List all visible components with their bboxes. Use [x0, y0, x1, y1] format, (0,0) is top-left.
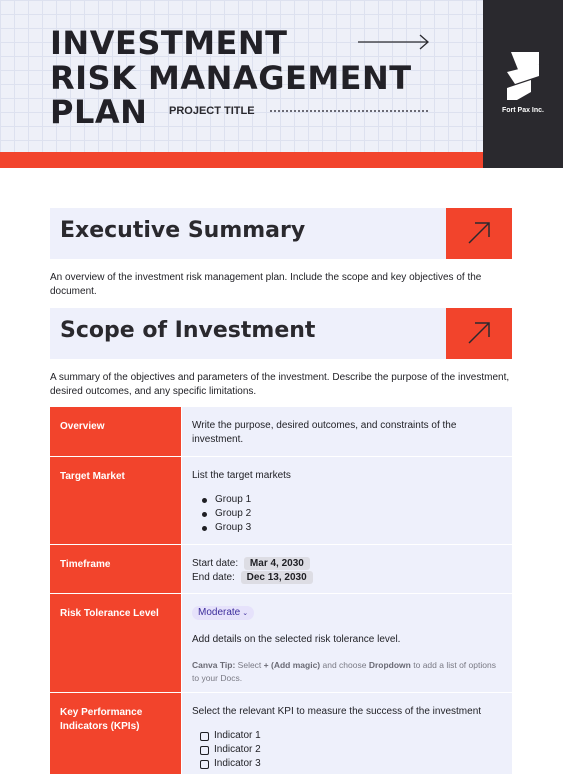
section-link-button[interactable] [446, 208, 512, 259]
start-date-label: Start date: [192, 558, 239, 569]
checklist-item[interactable]: Indicator 2 [200, 743, 502, 757]
row-label: Risk Tolerance Level [50, 594, 182, 692]
row-label: Timeframe [50, 545, 182, 593]
section-description: A summary of the objectives and parameters of the investment. Describe the purpose of the investment, desired outcomes, and any specific limitations. [50, 372, 510, 397]
start-date-chip[interactable]: Mar 4, 2030 [244, 557, 310, 570]
dropdown-value: Moderate [198, 607, 241, 618]
canva-tip: Canva Tip: Select + (Add magic) and choose Dropdown to add a list of options to your Docs. [192, 660, 496, 683]
row-content [182, 594, 512, 692]
plus-icon: + [263, 660, 269, 670]
list-item: Group 1 [202, 493, 502, 507]
table-row-kpis [50, 693, 512, 774]
end-date-label: End date: [192, 572, 235, 583]
section-banner-scope-of-investment [50, 308, 512, 359]
checklist-item[interactable]: Indicator 3 [200, 757, 502, 771]
table-row-overview [50, 407, 512, 457]
row-content [182, 545, 512, 593]
section-title: Executive Summary [60, 218, 306, 243]
checkbox[interactable] [200, 746, 209, 755]
chevron-down-icon: ⌄ [242, 610, 249, 617]
kpi-intro: Select the relevant KPI to measure the success of the investment [192, 706, 482, 717]
brand-logo-icon [505, 50, 541, 102]
end-date-chip[interactable]: Dec 13, 2030 [241, 571, 313, 584]
row-content[interactable] [182, 457, 512, 544]
row-label: Key Performance Indicators (KPIs) [50, 693, 182, 774]
page-title-line-2: RISK MANAGEMENT [50, 59, 412, 97]
row-label: Target Market [50, 457, 182, 544]
arrow-up-right-icon [467, 321, 491, 345]
scope-table [50, 407, 512, 774]
risk-tolerance-details[interactable]: Add details on the selected risk tolerance level. [192, 634, 401, 645]
table-row-timeframe [50, 545, 512, 594]
row-content[interactable]: Write the purpose, desired outcomes, and constraints of the investment. [182, 407, 512, 456]
list-item: Group 3 [202, 521, 502, 535]
risk-tolerance-dropdown[interactable] [192, 606, 254, 620]
list-item: Group 2 [202, 507, 502, 521]
kpi-checklist [192, 729, 502, 771]
section-description: An overview of the investment risk management plan. Include the scope and key objectives of the document. [50, 272, 482, 297]
checklist-item[interactable]: Indicator 1 [200, 729, 502, 743]
row-label: Overview [50, 407, 182, 456]
target-market-list [192, 493, 502, 535]
table-row-risk-tolerance [50, 594, 512, 693]
header-accent-bar [0, 152, 483, 168]
page-title-line-3: PLAN [50, 93, 148, 131]
row-content [182, 693, 512, 774]
section-banner-executive-summary [50, 208, 512, 259]
project-title[interactable]: PROJECT TITLE [169, 105, 255, 117]
page-title-line-1: INVESTMENT [50, 24, 288, 62]
arrow-right-icon [358, 33, 430, 51]
section-title: Scope of Investment [60, 318, 316, 343]
checkbox[interactable] [200, 732, 209, 741]
project-title-underline [270, 110, 428, 112]
brand-name: Fort Pax Inc. [501, 107, 544, 114]
arrow-up-right-icon [467, 221, 491, 245]
table-row-target-market [50, 457, 512, 545]
target-market-intro: List the target markets [192, 470, 291, 481]
checkbox[interactable] [200, 760, 209, 769]
section-link-button[interactable] [446, 308, 512, 359]
